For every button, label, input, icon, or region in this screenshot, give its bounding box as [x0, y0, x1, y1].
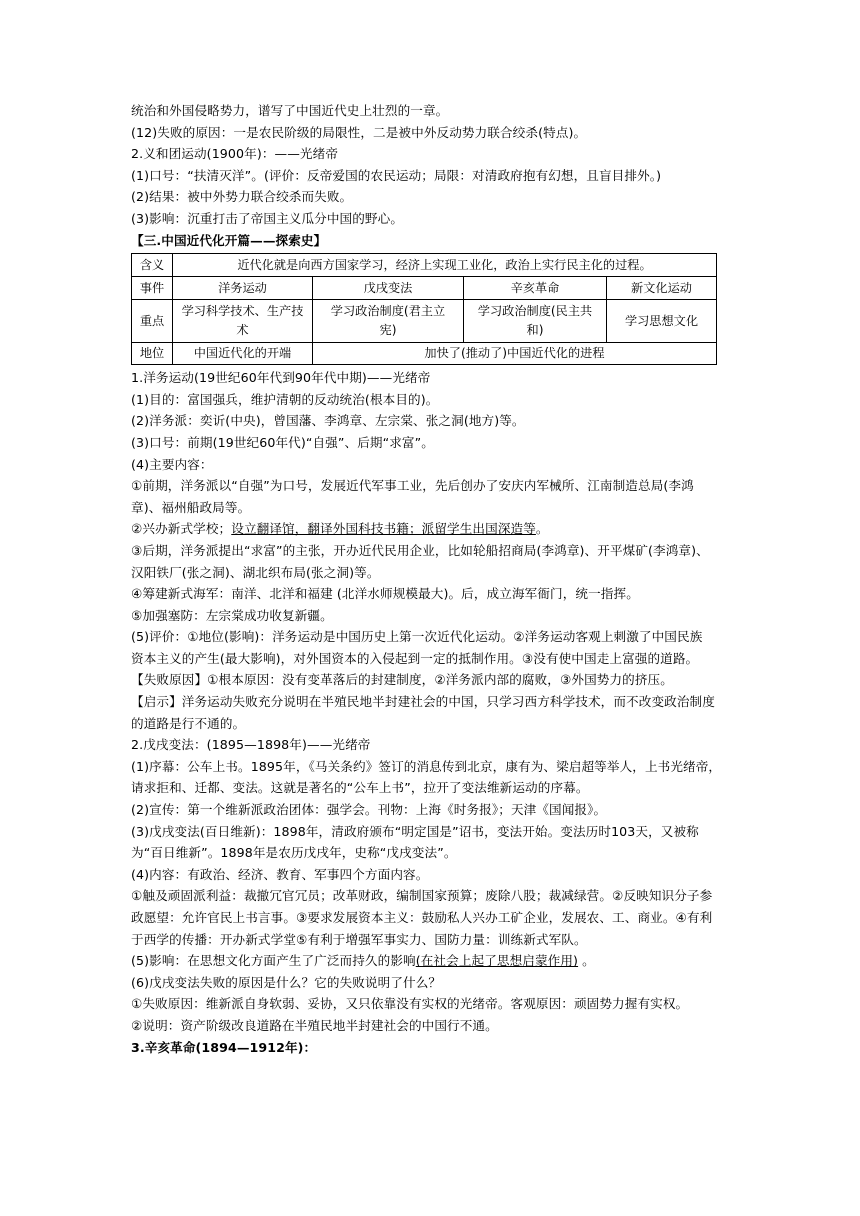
text-line: (12)失败的原因：一是农民阶级的局限性，二是被中外反动势力联合绞杀(特点)。: [131, 124, 587, 140]
text-line: (1)目的：富国强兵，维护清朝的反动统治(根本目的)。: [131, 391, 439, 407]
table-cell: [173, 300, 313, 343]
text-line: (2)结果：被中外势力联合绞杀而失败。: [131, 189, 353, 205]
table-cell: 辛亥革命: [464, 277, 607, 300]
heading-boxer-movement: 2.义和团运动(1900年)：——光绪帝: [131, 146, 339, 162]
cell-text: 学习政治制度(君主立: [330, 304, 446, 319]
table-cell-label: 地位: [132, 343, 173, 365]
text-line: 为“百日维新”。1898年是农历戊戌年，史称“戊戌变法”。: [131, 845, 457, 861]
text-line: 【失败原因】①根本原因：没有变革落后的封建制度，②洋务派内部的腐败，③外国势力的挤压。: [131, 672, 673, 688]
heading-xinhai-revolution: 3.辛亥革命(1894—1912年)：: [131, 1039, 317, 1055]
table-row: [132, 277, 717, 300]
modernization-table: [131, 253, 717, 365]
text-line: ①失败原因：维新派自身软弱、妥协，又只依靠没有实权的光绪帝。客观原因：顽固势力握有实权。: [131, 996, 689, 1012]
text-line: [131, 518, 731, 540]
text-line: (3)影响：沉重打击了帝国主义瓜分中国的野心。: [131, 210, 404, 226]
text-line: (1)口号：“扶清灭洋”。(评价：反帝爱国的农民运动；局限：对清政府抱有幻想，且盲目排外。): [131, 167, 662, 183]
table-cell: 中国近代化的开端: [173, 343, 313, 365]
table-row: [132, 343, 717, 365]
text-line: ①触及顽固派利益：裁撤冗官冗员；改革财政，编制国家预算；废除八股；裁减绿营。②反映知识分子参: [131, 888, 713, 904]
text-line: [131, 950, 731, 972]
text-line: ①前期，洋务派以“自强”为口号，发展近代军事工业，先后创办了安庆内军械所、江南制造总局(李鸿: [131, 478, 694, 494]
cell-text: 和): [526, 323, 544, 338]
table-cell: 新文化运动: [607, 277, 717, 300]
table-cell-label: 重点: [132, 300, 173, 343]
cell-text: 学习科学技术、生产技: [181, 304, 304, 319]
table-cell: [313, 300, 464, 343]
cell-text: 术: [236, 323, 249, 338]
table-cell: 戊戌变法: [313, 277, 464, 300]
text-span: (5)影响：在思想文化方面产生了广泛而持久的影响: [131, 953, 416, 969]
text-line: 请求拒和、迁都、变法。这就是著名的“公车上书”，拉开了变法维新运动的序幕。: [131, 780, 589, 796]
text-line: 汉阳铁厂(张之洞)、湖北织布局(张之洞)等。: [131, 564, 380, 580]
table-cell: 洋务运动: [173, 277, 313, 300]
text-line: (3)口号：前期(19世纪60年代)“自强”、后期“求富”。: [131, 434, 434, 450]
text-line: ②说明：资产阶级改良道路在半殖民地半封建社会的中国行不通。: [131, 1017, 498, 1033]
text-line: 政愿望：允许官民上书言事。③要求发展资本主义：鼓励私人兴办工矿企业，发展农、工、商业。④有利: [131, 910, 713, 925]
text-span: 。: [535, 521, 549, 537]
table-cell: [464, 300, 607, 343]
section-title: 【三.中国近代化开篇——探索史】: [131, 232, 327, 248]
text-line: (5)评价：①地位(影响)：洋务运动是中国历史上第一次近代化运动。②洋务运动客观上刺激了中国民族: [131, 629, 703, 645]
text-line: 章)、福州船政局等。: [131, 499, 251, 515]
text-line: ④筹建新式海军：南洋、北洋和福建 (北洋水师规模最大)。后，成立海军衙门，统一指挥。: [131, 586, 639, 602]
text-line: 统治和外国侵略势力，谱写了中国近代史上壮烈的一章。: [131, 103, 449, 118]
table-row: [132, 300, 717, 343]
text-span: 。: [578, 953, 595, 969]
text-line: 的道路是行不通的。: [131, 715, 246, 731]
cell-text: 宪): [379, 323, 397, 338]
text-line: (6)戊戌变法失败的原因是什么？它的失败说明了什么？: [131, 974, 442, 990]
table-row: [132, 254, 717, 277]
text-line: ⑤加强塞防：左宗棠成功收复新疆。: [131, 607, 333, 623]
table-cell: 近代化就是向西方国家学习，经济上实现工业化，政治上实行民主化的过程。: [173, 254, 717, 277]
text-line: (2)洋务派：奕䜣(中央)，曾国藩、李鸿章、左宗棠、张之洞(地方)等。: [131, 413, 525, 429]
table-cell: [607, 300, 717, 343]
table-cell-label: 事件: [132, 277, 173, 300]
text-line: 于西学的传播：开办新式学堂⑤有利于增强军事实力、国防力量：训练新式军队。: [131, 931, 587, 947]
text-line: ③后期，洋务派提出“求富”的主张，开办近代民用企业，比如轮船招商局(李鸿章)、开平煤矿(李鸿章)、: [131, 542, 709, 558]
text-line: (1)序幕：公车上书。1895年，《马关条约》签订的消息传到北京，康有为、梁启超等举人，上书光绪帝，: [131, 758, 722, 774]
text-line: 【启示】洋务运动失败充分说明在半殖民地半封建社会的中国，只学习西方科学技术，而不改变政治制度: [131, 694, 715, 710]
text-line: (4)内容：有政治、经济、教育、军事四个方面内容。: [131, 866, 429, 882]
underlined-text: (在社会上起了思想启蒙作用): [415, 953, 579, 969]
text-span: ②兴办新式学校；: [131, 521, 232, 537]
text-line: (4)主要内容：: [131, 456, 213, 472]
text-line: (2)宣传：第一个维新派政治团体：强学会。刊物：上海《时务报》；天津《国闻报》。: [131, 802, 607, 818]
heading-westernization: 1.洋务运动(19世纪60年代到90年代中期)——光绪帝: [131, 370, 431, 386]
cell-text: 学习思想文化: [624, 313, 699, 328]
text-line: (3)戊戌变法(百日维新)：1898年，清政府颁布“明定国是”诏书，变法开始。变法历时103天，又被称: [131, 823, 699, 839]
document-page: [131, 100, 731, 1058]
underlined-text: 设立翻译馆，翻译外国科技书籍；派留学生出国深造等: [231, 521, 536, 537]
table-cell: 加快了(推动了)中国近代化的进程: [313, 343, 717, 365]
cell-text: 学习政治制度(民主共: [477, 304, 593, 319]
heading-reform-1898: 2.戊戌变法：(1895—1898年)——光绪帝: [131, 737, 371, 753]
text-line: 资本主义的产生(最大影响)，对外国资本的入侵起到一定的抵制作用。③没有使中国走上富强的道路。: [131, 650, 699, 666]
table-cell-label: 含义: [132, 254, 173, 277]
